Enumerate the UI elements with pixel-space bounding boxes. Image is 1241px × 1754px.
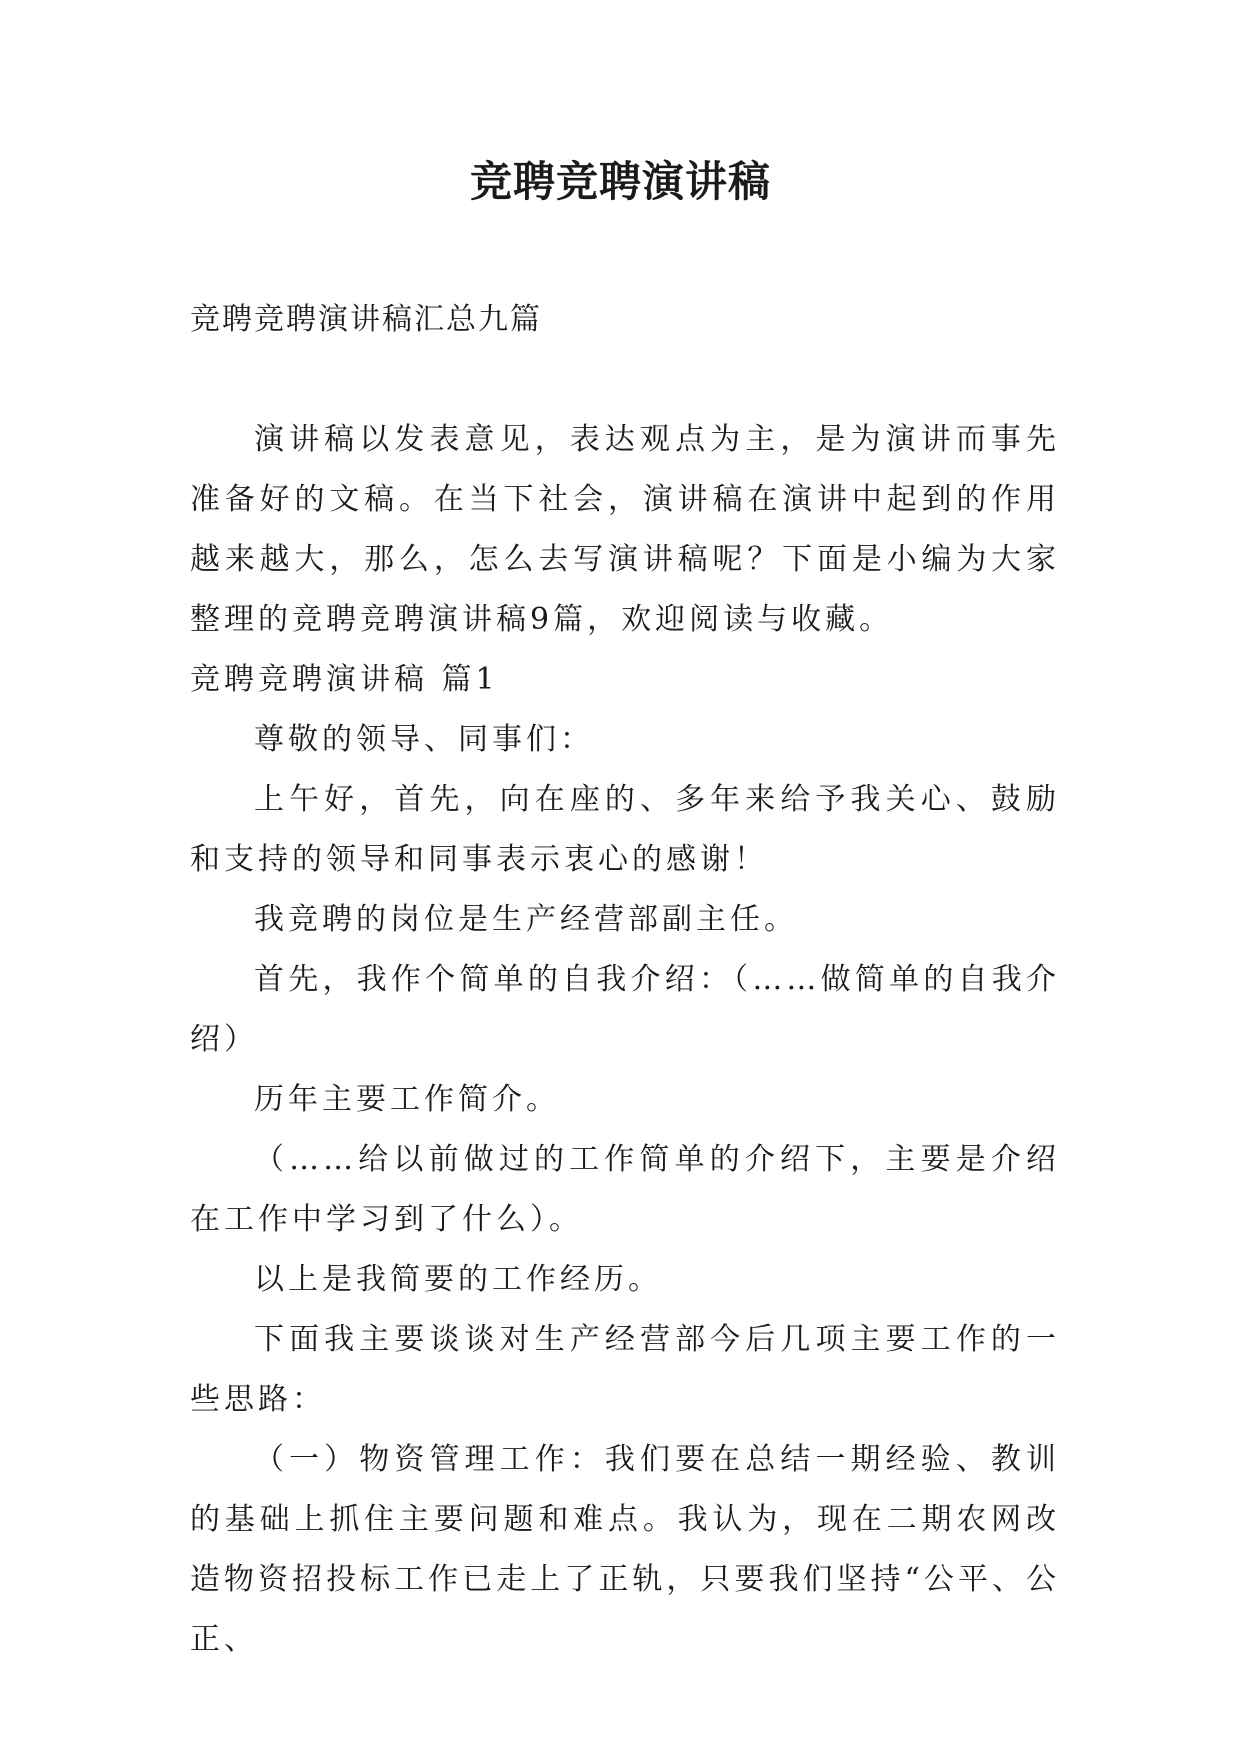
paragraph-greeting: 上午好，首先，向在座的、多年来给予我关心、鼓励和支持的领导和同事表示衷心的感谢！ (190, 782, 1060, 877)
document-body (190, 290, 1060, 1670)
paragraph-work-summary: 以上是我简要的工作经历。 (254, 1262, 662, 1297)
paragraph-material-management: （一）物资管理工作：我们要在总结一期经验、教训的基础上抓住主要问题和难点。我认为，现在二期农网改造物资招投标工作已走上了正轨，只要我们坚持“公平、公正、 (190, 1442, 1060, 1657)
paragraph-plans-intro: 下面我主要谈谈对生产经营部今后几项主要工作的一些思路： (190, 1322, 1060, 1417)
document-title: 竞聘竞聘演讲稿 (469, 157, 771, 206)
paragraph-work-details: （……给以前做过的工作简单的介绍下，主要是介绍在工作中学习到了什么）。 (190, 1142, 1060, 1237)
paragraph-self-intro: 首先，我作个简单的自我介绍：（……做简单的自我介绍） (190, 962, 1060, 1057)
paragraph-intro: 演讲稿以发表意见，表达观点为主，是为演讲而事先准备好的文稿。在当下社会，演讲稿在演讲中起到的作用越来越大，那么，怎么去写演讲稿呢？下面是小编为大家整理的竞聘竞聘演讲稿9篇，欢迎阅读与收藏。 (190, 422, 1060, 637)
document-subtitle: 竞聘竞聘演讲稿汇总九篇 (190, 302, 542, 337)
paragraph-position: 我竞聘的岗位是生产经营部副主任。 (254, 902, 798, 937)
paragraph-work-history: 历年主要工作简介。 (254, 1082, 560, 1117)
paragraph-salutation: 尊敬的领导、同事们： (254, 722, 594, 757)
section-heading: 竞聘竞聘演讲稿 篇1 (190, 662, 499, 697)
